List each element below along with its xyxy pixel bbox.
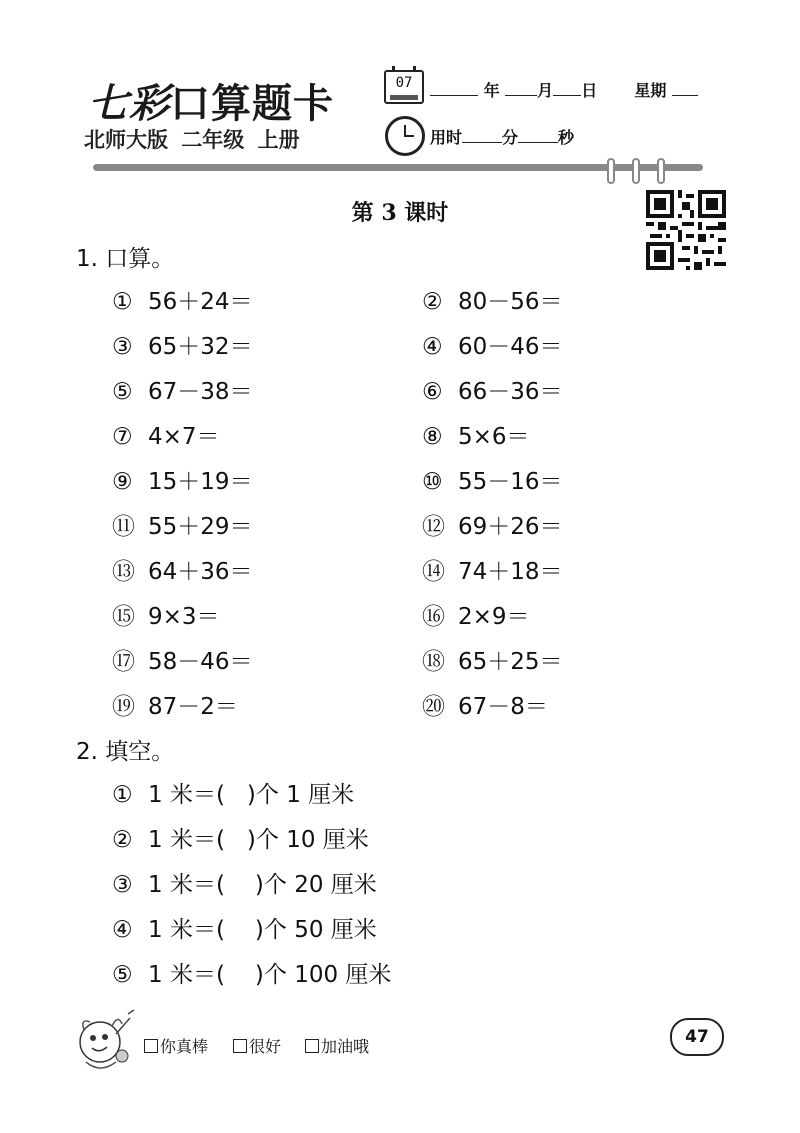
item-number: ④ (112, 917, 133, 943)
item-right-text: )个 10 厘米 (246, 827, 369, 853)
item-number: ⑤ (112, 962, 133, 988)
problem-number: ⑨ (112, 469, 133, 495)
rating-label: 很好 (249, 1037, 282, 1056)
math-problem (112, 463, 253, 496)
problem-expression: 56＋24＝ (148, 289, 253, 315)
problem-number: ⑧ (422, 424, 443, 450)
item-number: ③ (112, 872, 133, 898)
item-left-text: 1 米＝( (148, 827, 225, 853)
math-problem (422, 688, 548, 721)
math-problem (422, 553, 563, 586)
item-left-text: 1 米＝( (148, 962, 225, 988)
math-problem (112, 373, 253, 406)
rating-label: 加油哦 (321, 1037, 370, 1056)
year-blank[interactable] (430, 81, 478, 96)
item-right-text: )个 20 厘米 (254, 872, 377, 898)
book-subtitle: 北师大版 二年级 上册 (84, 128, 300, 152)
problem-expression: 64＋36＝ (148, 559, 253, 585)
problem-number: ⑯ (422, 604, 445, 630)
rating-option[interactable] (233, 1034, 281, 1057)
math-problem (422, 418, 530, 451)
date-line (430, 78, 698, 101)
seconds-label: 秒 (558, 128, 575, 147)
month-blank[interactable] (505, 81, 537, 96)
problem-expression: 58－46＝ (148, 649, 253, 675)
brand-title-part2: 口算题卡 (170, 80, 334, 127)
problem-number: ⑤ (112, 379, 133, 405)
day-blank[interactable] (553, 81, 581, 96)
item-right-text: )个 100 厘米 (254, 962, 392, 988)
item-left-text: 1 米＝( (148, 782, 225, 808)
problem-expression: 74＋18＝ (458, 559, 563, 585)
time-label: 用时 (430, 128, 463, 147)
binder-ring-icon (607, 158, 615, 184)
item-left-text: 1 米＝( (148, 872, 225, 898)
item-right-text: )个 1 厘米 (246, 782, 355, 808)
fill-in-item (112, 866, 377, 899)
rating-option[interactable] (305, 1034, 369, 1057)
lesson-title: 第 3 课时 (351, 200, 449, 226)
brand-title (88, 72, 334, 129)
math-problem (112, 688, 238, 721)
seconds-blank[interactable] (518, 128, 558, 143)
math-problem (112, 328, 253, 361)
problem-expression: 55－16＝ (458, 469, 563, 495)
weekday-blank[interactable] (672, 81, 698, 96)
problem-expression: 9×3＝ (148, 604, 220, 630)
math-problem (112, 508, 253, 541)
problem-expression: 65＋32＝ (148, 334, 253, 360)
weekday-label: 星期 (634, 81, 667, 100)
problem-number: ⑦ (112, 424, 133, 450)
math-problem (422, 463, 563, 496)
time-line (430, 125, 574, 148)
math-problem (112, 643, 253, 676)
math-problem (422, 643, 563, 676)
page-number: 47 (670, 1018, 724, 1056)
math-problem (112, 283, 253, 316)
problem-expression: 69＋26＝ (458, 514, 563, 540)
math-problem (112, 598, 220, 631)
problem-number: ② (422, 289, 443, 315)
problem-number: ⑰ (112, 649, 135, 675)
problem-expression: 65＋25＝ (458, 649, 563, 675)
problem-number: ⑭ (422, 559, 445, 585)
problem-expression: 15＋19＝ (148, 469, 253, 495)
fill-in-item (112, 776, 354, 809)
qr-code-icon[interactable] (646, 190, 726, 270)
problem-expression: 87－2＝ (148, 694, 238, 720)
brand-title-part1: 七彩 (88, 80, 170, 127)
checkbox-icon[interactable] (233, 1039, 247, 1053)
problem-number: ⑫ (422, 514, 445, 540)
math-problem (422, 508, 563, 541)
problem-number: ⑮ (112, 604, 135, 630)
problem-number: ① (112, 289, 133, 315)
checkbox-icon[interactable] (305, 1039, 319, 1053)
problem-number: ⑥ (422, 379, 443, 405)
problem-number: ④ (422, 334, 443, 360)
binder-ring-icon (632, 158, 640, 184)
problem-expression: 67－38＝ (148, 379, 253, 405)
problem-expression: 80－56＝ (458, 289, 563, 315)
fill-in-item (112, 956, 391, 989)
checkbox-icon[interactable] (144, 1039, 158, 1053)
math-problem (422, 283, 563, 316)
binder-ring-icon (657, 158, 665, 184)
item-number: ① (112, 782, 133, 808)
minutes-label: 分 (502, 128, 519, 147)
math-problem (112, 418, 220, 451)
problem-number: ⑩ (422, 469, 443, 495)
rating-label: 你真棒 (160, 1037, 209, 1056)
problem-number: ⑬ (112, 559, 135, 585)
day-label: 日 (581, 81, 598, 100)
math-problem (112, 553, 253, 586)
problem-expression: 55＋29＝ (148, 514, 253, 540)
problem-expression: 5×6＝ (458, 424, 530, 450)
rating-option[interactable] (144, 1034, 208, 1057)
year-label: 年 (483, 81, 500, 100)
problem-expression: 2×9＝ (458, 604, 530, 630)
item-number: ② (112, 827, 133, 853)
item-left-text: 1 米＝( (148, 917, 225, 943)
section2-title: 2. 填空。 (76, 739, 175, 765)
fill-in-item (112, 821, 369, 854)
problem-number: ⑳ (422, 694, 445, 720)
mascot-illustration (72, 1004, 138, 1076)
problem-expression: 67－8＝ (458, 694, 548, 720)
problem-number: ⑱ (422, 649, 445, 675)
fill-in-item (112, 911, 377, 944)
problem-number: ⑪ (112, 514, 135, 540)
problem-expression: 4×7＝ (148, 424, 220, 450)
problem-expression: 66－36＝ (458, 379, 563, 405)
item-right-text: )个 50 厘米 (254, 917, 377, 943)
minutes-blank[interactable] (462, 128, 502, 143)
math-problem (422, 598, 530, 631)
clock-icon (385, 116, 425, 156)
section1-title: 1. 口算。 (76, 246, 175, 272)
problem-number: ⑲ (112, 694, 135, 720)
math-problem (422, 328, 563, 361)
problem-expression: 60－46＝ (458, 334, 563, 360)
problem-number: ③ (112, 334, 133, 360)
month-label: 月 (537, 81, 554, 100)
math-problem (422, 373, 563, 406)
calendar-icon (384, 70, 424, 104)
calendar-day: 07 (395, 75, 413, 91)
